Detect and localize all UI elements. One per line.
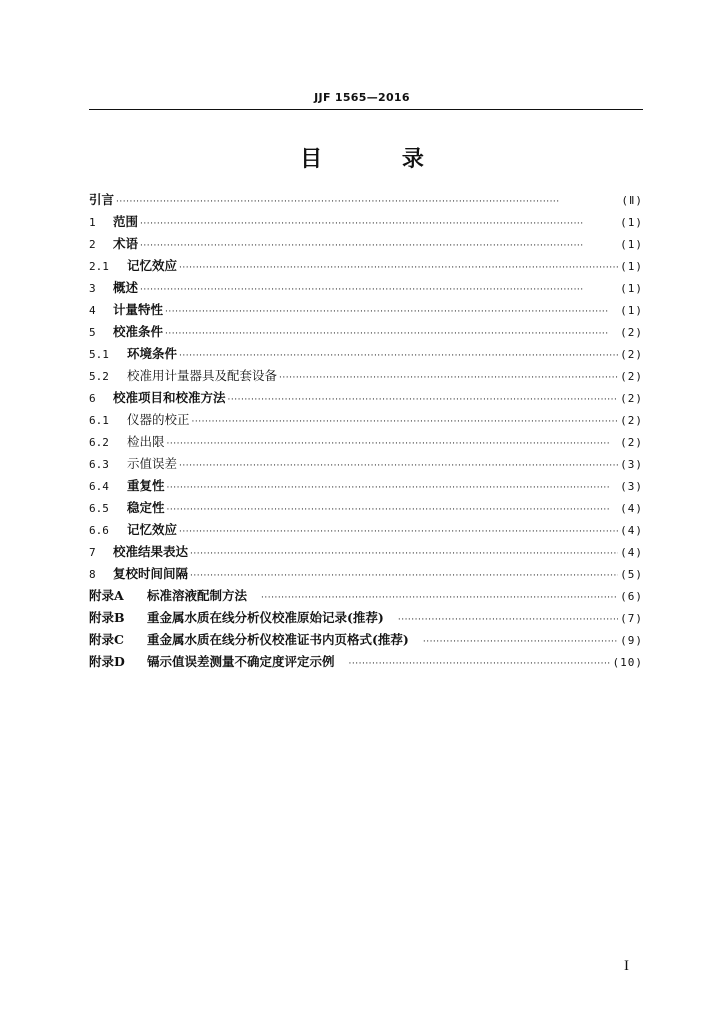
dot-leader (190, 543, 618, 565)
header-code: JJF 1565—2016 (314, 91, 410, 104)
page-title: 目 录 (300, 147, 460, 172)
toc-entry-page: (2) (620, 414, 643, 427)
toc-entry-label: 复校时间间隔 (113, 566, 189, 581)
header-rule (89, 109, 643, 110)
toc-entry-number: 5.1 (89, 348, 109, 361)
toc-entry-page: (1) (620, 238, 643, 251)
dot-leader (423, 631, 618, 653)
toc-entry-label: 记忆效应 (127, 522, 178, 537)
toc-entry-label: 校准条件 (113, 324, 164, 339)
dot-leader (192, 411, 619, 433)
toc-entry-page: (5) (620, 568, 643, 581)
toc-entry-number: 附录A (89, 588, 124, 603)
toc-entry-7[interactable] (89, 541, 643, 563)
toc-entry-label: 校准项目和校准方法 (113, 390, 226, 405)
toc-entry-label: 引言 (89, 192, 115, 207)
toc-entry-number: 6.5 (89, 502, 109, 515)
toc-entry-page: (3) (620, 458, 643, 471)
toc-entry-number: 2 (89, 238, 96, 251)
toc-entry-appendix-b[interactable] (89, 607, 643, 629)
toc-entry-6-5[interactable] (89, 497, 643, 519)
toc-entry-label: 环境条件 (127, 346, 178, 361)
toc-entry-label: 范围 (113, 214, 139, 229)
toc-entry-label: 术语 (113, 236, 139, 251)
toc-entry-appendix-d[interactable] (89, 651, 643, 673)
dot-leader (165, 323, 618, 345)
toc-entry-page: (2) (620, 436, 643, 449)
toc-entry-label: 仪器的校正 (127, 412, 190, 427)
toc-entry-page: (4) (620, 546, 643, 559)
toc-entry-label: 校准结果表达 (113, 544, 189, 559)
dot-leader (349, 653, 611, 675)
toc-entry-number: 1 (89, 216, 96, 229)
toc-entry-number: 6 (89, 392, 96, 405)
toc-entry-1[interactable] (89, 211, 643, 233)
toc-entry-page: (1) (620, 216, 643, 229)
dot-leader (179, 345, 618, 367)
toc-entry-label: 重复性 (127, 478, 165, 493)
table-of-contents (89, 189, 643, 673)
toc-entry-intro[interactable] (89, 189, 643, 211)
toc-entry-4[interactable] (89, 299, 643, 321)
toc-entry-number: 附录D (89, 654, 125, 669)
dot-leader (398, 609, 618, 631)
toc-entry-number: 附录B (89, 610, 125, 625)
toc-entry-number: 3 (89, 282, 96, 295)
toc-entry-number: 6.3 (89, 458, 109, 471)
toc-entry-page: (1) (620, 282, 643, 295)
toc-entry-page: (10) (612, 656, 643, 669)
toc-entry-number: 2.1 (89, 260, 109, 273)
toc-entry-2-1[interactable] (89, 255, 643, 277)
dot-leader (165, 301, 618, 323)
toc-entry-page: (4) (620, 502, 643, 515)
toc-entry-page: (1) (620, 304, 643, 317)
toc-entry-label: 检出限 (127, 434, 165, 449)
toc-entry-5-2[interactable] (89, 365, 643, 387)
dot-leader (190, 565, 618, 587)
toc-entry-3[interactable] (89, 277, 643, 299)
toc-entry-number: 6.4 (89, 480, 109, 493)
toc-entry-2[interactable] (89, 233, 643, 255)
toc-entry-page: (2) (620, 370, 643, 383)
dot-leader (140, 279, 618, 301)
toc-entry-label: 示值误差 (127, 456, 178, 471)
dot-leader (261, 587, 618, 609)
toc-entry-number: 6.1 (89, 414, 109, 427)
toc-entry-label: 镉示值误差测量不确定度评定示例 (147, 654, 335, 669)
toc-entry-label: 概述 (113, 280, 139, 295)
toc-entry-6[interactable] (89, 387, 643, 409)
toc-entry-number: 6.6 (89, 524, 109, 537)
dot-leader (167, 433, 619, 455)
dot-leader (179, 455, 618, 477)
toc-entry-number: 附录C (89, 632, 124, 647)
page-folio: I (624, 958, 629, 974)
toc-entry-number: 7 (89, 546, 96, 559)
toc-entry-label: 重金属水质在线分析仪校准原始记录(推荐) (147, 610, 384, 625)
toc-entry-6-4[interactable] (89, 475, 643, 497)
toc-entry-label: 计量特性 (113, 302, 164, 317)
toc-entry-page: (9) (620, 634, 643, 647)
toc-entry-page: (7) (620, 612, 643, 625)
dot-leader (167, 477, 619, 499)
toc-entry-page: (2) (620, 392, 643, 405)
toc-entry-label: 记忆效应 (127, 258, 178, 273)
toc-entry-appendix-a[interactable] (89, 585, 643, 607)
toc-entry-page: (Ⅱ) (621, 194, 643, 207)
toc-entry-label: 稳定性 (127, 500, 165, 515)
toc-entry-6-3[interactable] (89, 453, 643, 475)
toc-entry-label: 校准用计量器具及配套设备 (127, 368, 278, 383)
toc-entry-page: (1) (620, 260, 643, 273)
dot-leader (167, 499, 619, 521)
toc-entry-6-6[interactable] (89, 519, 643, 541)
toc-entry-6-2[interactable] (89, 431, 643, 453)
toc-entry-number: 5 (89, 326, 96, 339)
toc-entry-appendix-c[interactable] (89, 629, 643, 651)
toc-entry-page: (2) (620, 348, 643, 361)
toc-entry-6-1[interactable] (89, 409, 643, 431)
toc-entry-number: 6.2 (89, 436, 109, 449)
dot-leader (179, 257, 618, 279)
toc-entry-number: 4 (89, 304, 96, 317)
toc-entry-label: 标准溶液配制方法 (147, 588, 248, 603)
toc-entry-number: 8 (89, 568, 96, 581)
dot-leader (179, 521, 618, 543)
dot-leader (140, 213, 618, 235)
toc-entry-5-1[interactable] (89, 343, 643, 365)
toc-entry-page: (4) (620, 524, 643, 537)
toc-entry-number: 5.2 (89, 370, 109, 383)
dot-leader (279, 367, 618, 389)
dot-leader (228, 389, 619, 411)
toc-entry-8[interactable] (89, 563, 643, 585)
toc-entry-page: (2) (620, 326, 643, 339)
dot-leader (140, 235, 618, 257)
toc-entry-label: 重金属水质在线分析仪校准证书内页格式(推荐) (147, 632, 409, 647)
toc-entry-page: (6) (620, 590, 643, 603)
dot-leader (116, 191, 619, 213)
toc-entry-5[interactable] (89, 321, 643, 343)
toc-entry-page: (3) (620, 480, 643, 493)
